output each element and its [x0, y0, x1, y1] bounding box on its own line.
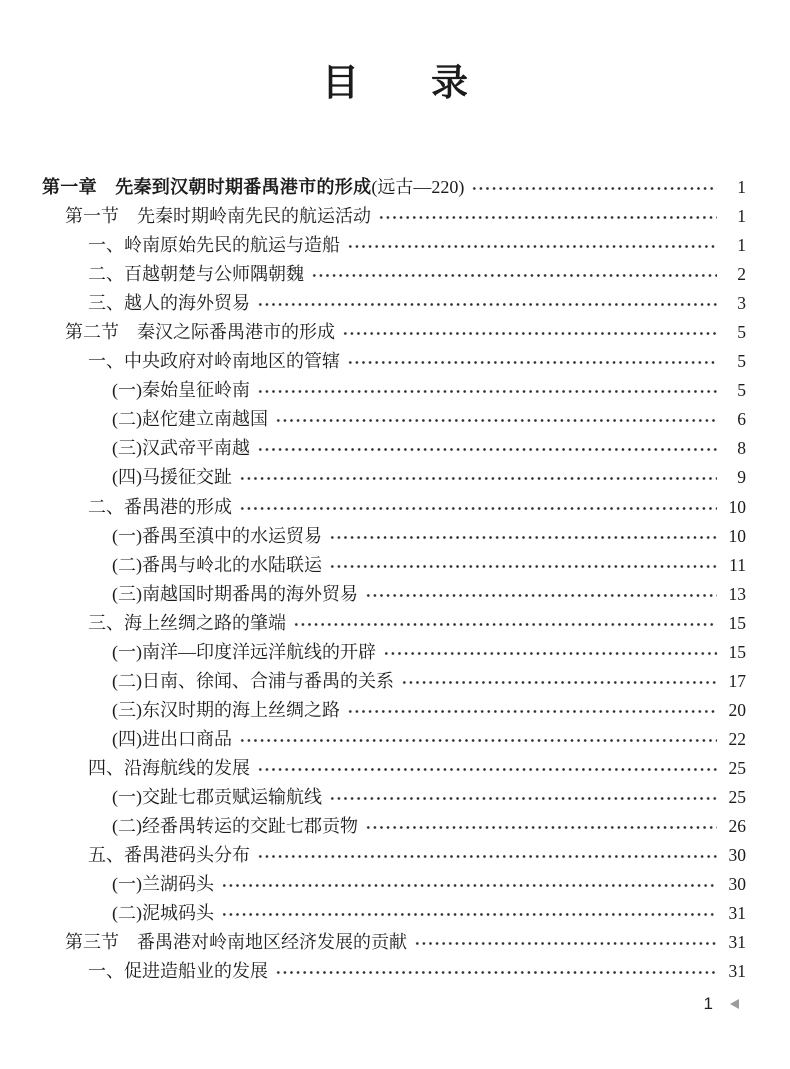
toc-entry [0, 260, 746, 289]
toc-entry-text: (一)南洋—印度洋远洋航线的开辟 [112, 641, 376, 662]
toc-entry [0, 551, 746, 580]
toc-entry-page: 3 [737, 293, 746, 314]
toc-entry [0, 434, 746, 463]
toc-entry-page: 26 [728, 816, 746, 837]
toc-entry-text: (二)番禺与岭北的水陆联运 [112, 554, 322, 575]
toc-list [0, 173, 790, 986]
dot-leader [414, 940, 717, 947]
dot-leader [347, 359, 717, 366]
dot-leader [257, 301, 717, 308]
toc-entry-page: 22 [728, 728, 746, 749]
toc-entry-page: 5 [737, 322, 746, 343]
toc-entry-text: 第二节 秦汉之际番禺港市的形成 [65, 322, 335, 343]
toc-entry [0, 289, 746, 318]
toc-entry-text: 第三节 番禺港对岭南地区经济发展的贡献 [65, 932, 407, 953]
toc-entry-text: 三、越人的海外贸易 [88, 293, 250, 314]
toc-entry-text: 第一章 先秦到汉朝时期番禺港市的形成 [42, 177, 372, 197]
dot-leader [347, 708, 717, 715]
toc-entry [0, 173, 746, 202]
toc-entry [0, 841, 746, 870]
dot-leader [329, 563, 717, 570]
toc-entry [0, 522, 746, 551]
toc-entry-text: 四、沿海航线的发展 [88, 757, 250, 778]
toc-entry-page: 5 [737, 380, 746, 401]
toc-entry-text: 五、番禺港码头分布 [88, 845, 250, 866]
toc-entry [0, 609, 746, 638]
toc-entry [0, 870, 746, 899]
toc-entry-page: 2 [737, 264, 746, 285]
dot-leader [275, 969, 717, 976]
dot-leader [342, 330, 717, 337]
toc-entry [0, 957, 746, 986]
dot-leader [329, 534, 717, 541]
dot-leader [257, 388, 717, 395]
toc-entry [0, 463, 746, 492]
toc-entry-text: (一)番禺至滇中的水运贸易 [112, 525, 322, 546]
toc-entry-text: 一、岭南原始先民的航运与造船 [88, 235, 340, 256]
toc-entry-page: 11 [729, 554, 746, 575]
dot-leader [239, 737, 717, 744]
dot-leader [239, 505, 717, 512]
toc-entry [0, 928, 746, 957]
toc-entry-page: 30 [728, 874, 746, 895]
left-triangle-icon [730, 999, 739, 1009]
toc-entry-page: 1 [737, 235, 746, 256]
dot-leader [347, 243, 717, 250]
page-footer [704, 994, 739, 1014]
toc-entry [0, 202, 746, 231]
toc-entry-text: (一)兰湖码头 [112, 874, 214, 895]
toc-entry-text: (四)马援征交趾 [112, 467, 232, 488]
toc-entry [0, 725, 746, 754]
page-title [0, 62, 790, 106]
page-title-char-2: 录 [431, 63, 468, 104]
dot-leader [257, 446, 717, 453]
toc-entry-text: 一、中央政府对岭南地区的管辖 [88, 351, 340, 372]
toc-entry [0, 580, 746, 609]
dot-leader [329, 795, 717, 802]
toc-entry-text: (二)泥城码头 [112, 903, 214, 924]
toc-entry-page: 20 [728, 699, 746, 720]
toc-entry [0, 899, 746, 928]
footer-page-number: 1 [703, 994, 713, 1013]
toc-entry-page: 31 [728, 932, 746, 953]
toc-entry [0, 493, 746, 522]
dot-leader [378, 214, 717, 221]
toc-entry [0, 696, 746, 725]
toc-entry [0, 405, 746, 434]
toc-entry-suffix: (远古—220) [371, 177, 465, 197]
toc-entry [0, 638, 746, 667]
toc-entry-page: 1 [737, 206, 746, 227]
toc-entry [0, 754, 746, 783]
toc-entry-text: (三)南越国时期番禺的海外贸易 [112, 583, 358, 604]
toc-entry [0, 783, 746, 812]
toc-entry-text: (二)日南、徐闻、合浦与番禺的关系 [112, 670, 394, 691]
toc-entry-text: 二、番禺港的形成 [88, 496, 232, 517]
dot-leader [221, 911, 717, 918]
toc-entry-text: (二)经番禺转运的交趾七郡贡物 [112, 816, 358, 837]
dot-leader [293, 621, 717, 628]
toc-entry-text: (一)秦始皇征岭南 [112, 380, 250, 401]
toc-entry [0, 376, 746, 405]
toc-entry-page: 31 [728, 961, 746, 982]
toc-entry-text: (三)汉武帝平南越 [112, 438, 250, 459]
toc-entry-page: 10 [728, 525, 746, 546]
toc-entry-page: 31 [728, 903, 746, 924]
toc-entry-text: (三)东汉时期的海上丝绸之路 [112, 699, 340, 720]
toc-entry-page: 1 [737, 177, 746, 197]
toc-entry-page: 8 [737, 438, 746, 459]
toc-entry-page: 5 [737, 351, 746, 372]
dot-leader [401, 679, 717, 686]
dot-leader [257, 766, 717, 773]
dot-leader [471, 185, 717, 192]
dot-leader [383, 650, 717, 657]
dot-leader [257, 853, 717, 860]
toc-entry-text: 二、百越朝楚与公师隅朝魏 [88, 264, 304, 285]
toc-entry-text: (一)交趾七郡贡赋运输航线 [112, 786, 322, 807]
dot-leader [365, 592, 717, 599]
toc-entry-page: 13 [728, 583, 746, 604]
toc-entry-page: 25 [728, 757, 746, 778]
toc-entry-text: 第一节 先秦时期岭南先民的航运活动 [65, 206, 371, 227]
toc-entry-page: 10 [728, 496, 746, 517]
toc-entry [0, 231, 746, 260]
toc-entry-text: 一、促进造船业的发展 [88, 961, 268, 982]
toc-entry-page: 15 [728, 641, 746, 662]
dot-leader [365, 824, 717, 831]
toc-entry-page: 15 [728, 612, 746, 633]
toc-entry-page: 17 [728, 670, 746, 691]
dot-leader [311, 272, 717, 279]
toc-entry-page: 25 [728, 786, 746, 807]
toc-entry [0, 812, 746, 841]
toc-entry-text: (四)进出口商品 [112, 728, 232, 749]
toc-entry-page: 9 [737, 467, 746, 488]
page-title-char-1: 目 [322, 63, 359, 104]
toc-entry [0, 318, 746, 347]
toc-entry-text: (二)赵佗建立南越国 [112, 409, 268, 430]
dot-leader [275, 417, 717, 424]
toc-entry-text: 三、海上丝绸之路的肇端 [88, 612, 286, 633]
toc-entry [0, 667, 746, 696]
toc-entry-page: 6 [737, 409, 746, 430]
toc-entry [0, 347, 746, 376]
dot-leader [239, 475, 717, 482]
toc-entry-page: 30 [728, 845, 746, 866]
dot-leader [221, 882, 717, 889]
